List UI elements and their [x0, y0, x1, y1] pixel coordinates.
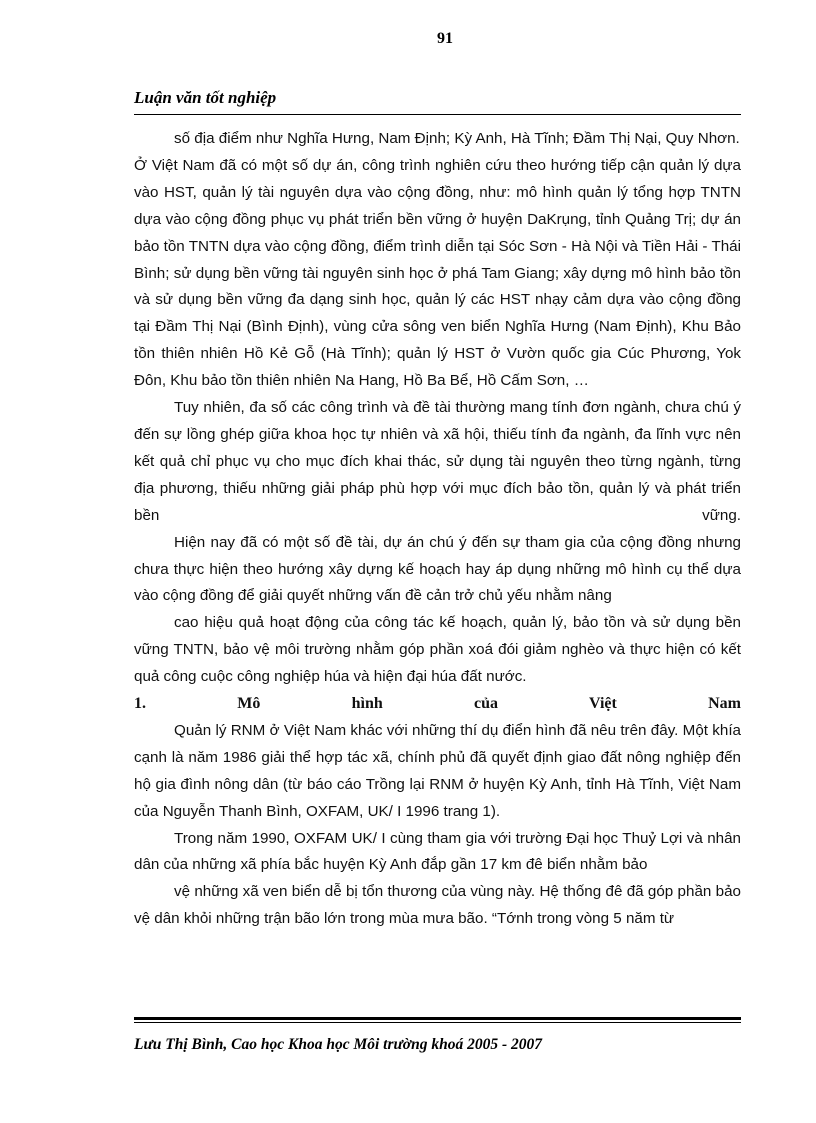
running-header-title: Luận văn tốt nghiệp: [134, 88, 277, 107]
running-footer: Lưu Thị Bình, Cao học Khoa học Môi trường khoá 2005 - 2007: [134, 1036, 543, 1053]
footer-rule-thick: [134, 1017, 741, 1020]
paragraph-8: vệ những xã ven biển dễ bị tổn thương của vùng này. Hệ thống đê đã góp phần bảo vệ dân khỏi những trận bão lớn trong mùa mưa bão. “Tớnh trong vòng 5 năm từ: [134, 883, 741, 928]
paragraph-5: cao hiệu quả hoạt động của công tác kế hoạch, quản lý, bảo tồn và sử dụng bền vững TNTN, bảo vệ môi trường nhằm góp phần xoá đói giảm nghèo và thực hiện có kết quả công cuộc công nghiệp húa và hiện đại húa đất nước.: [134, 614, 741, 686]
paragraph-3: Tuy nhiên, đa số các công trình và đề tài thường mang tính đơn ngành, chưa chú ý đến sự lồng ghép giữa khoa học tự nhiên và xã hội, thiếu tính đa ngành, đa lĩnh vực nên kết quả chỉ phục vụ cho mục đích khai thác, sử dụng tài nguyên theo từng ngành, từng địa phương, thiếu những giải pháp phù hợp với mục đích bảo tồn, quản lý và phát triển bền vững.: [134, 399, 741, 524]
paragraph-2: Ở Việt Nam đã có một số dự án, công trình nghiên cứu theo hướng tiếp cận quản lý dựa vào HST, quản lý tài nguyên dựa vào cộng đồng, như: mô hình quản lý tổng hợp TNTN dựa vào cộng đồng phục vụ phát triển bền vững ở huyện DaKrụng, tỉnh Quảng Trị; dự án bảo tồn TNTN dựa vào cộng đồng, điểm trình diễn tại Sóc Sơn - Hà Nội và Tiền Hải - Thái Bình; sử dụng bền vững tài nguyên sinh học ở phá Tam Giang; xây dựng mô hình bảo tồn và sử dụng bền vững đa dạng sinh học, quản lý các HST nhạy cảm dựa vào cộng đồng tại Đầm Thị Nại (Bình Định), vùng cửa sông ven biển Nghĩa Hưng (Nam Định), Khu Bảo tồn thiên nhiên Hồ Kẻ Gỗ (Hà Tĩnh); quản lý HST ở Vườn quốc gia Cúc Phương, Yok Đôn, Khu bảo tồn thiên nhiên Na Hang, Hồ Ba Bể, Hồ Cấm Sơn, …: [134, 156, 741, 390]
page-number: 91: [437, 30, 453, 47]
paragraph-6: Quản lý RNM ở Việt Nam khác với những thí dụ điển hình đã nêu trên đây. Một khía cạnh là năm 1986 giải thể hợp tác xã, chính phủ đã quyết định giao đất nông nghiệp đến hộ gia đình nông dân (từ báo cáo Trồng lại RNM ở huyện Kỳ Anh, tỉnh Hà Tĩnh, Việt Nam của Nguyễn Thanh Bình, OXFAM, UK/ I 1996 trang 1).: [134, 721, 741, 820]
section-heading: 1. Mô hình của Việt Nam: [134, 695, 741, 713]
paragraph-1: số địa điểm như Nghĩa Hưng, Nam Định; Kỳ Anh, Hà Tĩnh; Đầm Thị Nại, Quy Nhơn.: [174, 130, 740, 147]
header-rule: [134, 114, 741, 115]
paragraph-7: Trong năm 1990, OXFAM UK/ I cùng tham gia với trường Đại học Thuỷ Lợi và nhân dân của những xã phía bắc huyện Kỳ Anh đắp gần 17 km đê biển nhằm bảo: [134, 829, 741, 874]
footer-rule-thin: [134, 1022, 741, 1023]
body-text: [134, 126, 741, 933]
paragraph-4: Hiện nay đã có một số đề tài, dự án chú ý đến sự tham gia của cộng đồng nhưng chưa thực hiện theo hướng xây dựng kế hoạch hay áp dụng những mô hình cụ thể dựa vào cộng đồng để giải quyết những vấn đề cản trở chủ yếu nhằm nâng: [134, 533, 741, 605]
